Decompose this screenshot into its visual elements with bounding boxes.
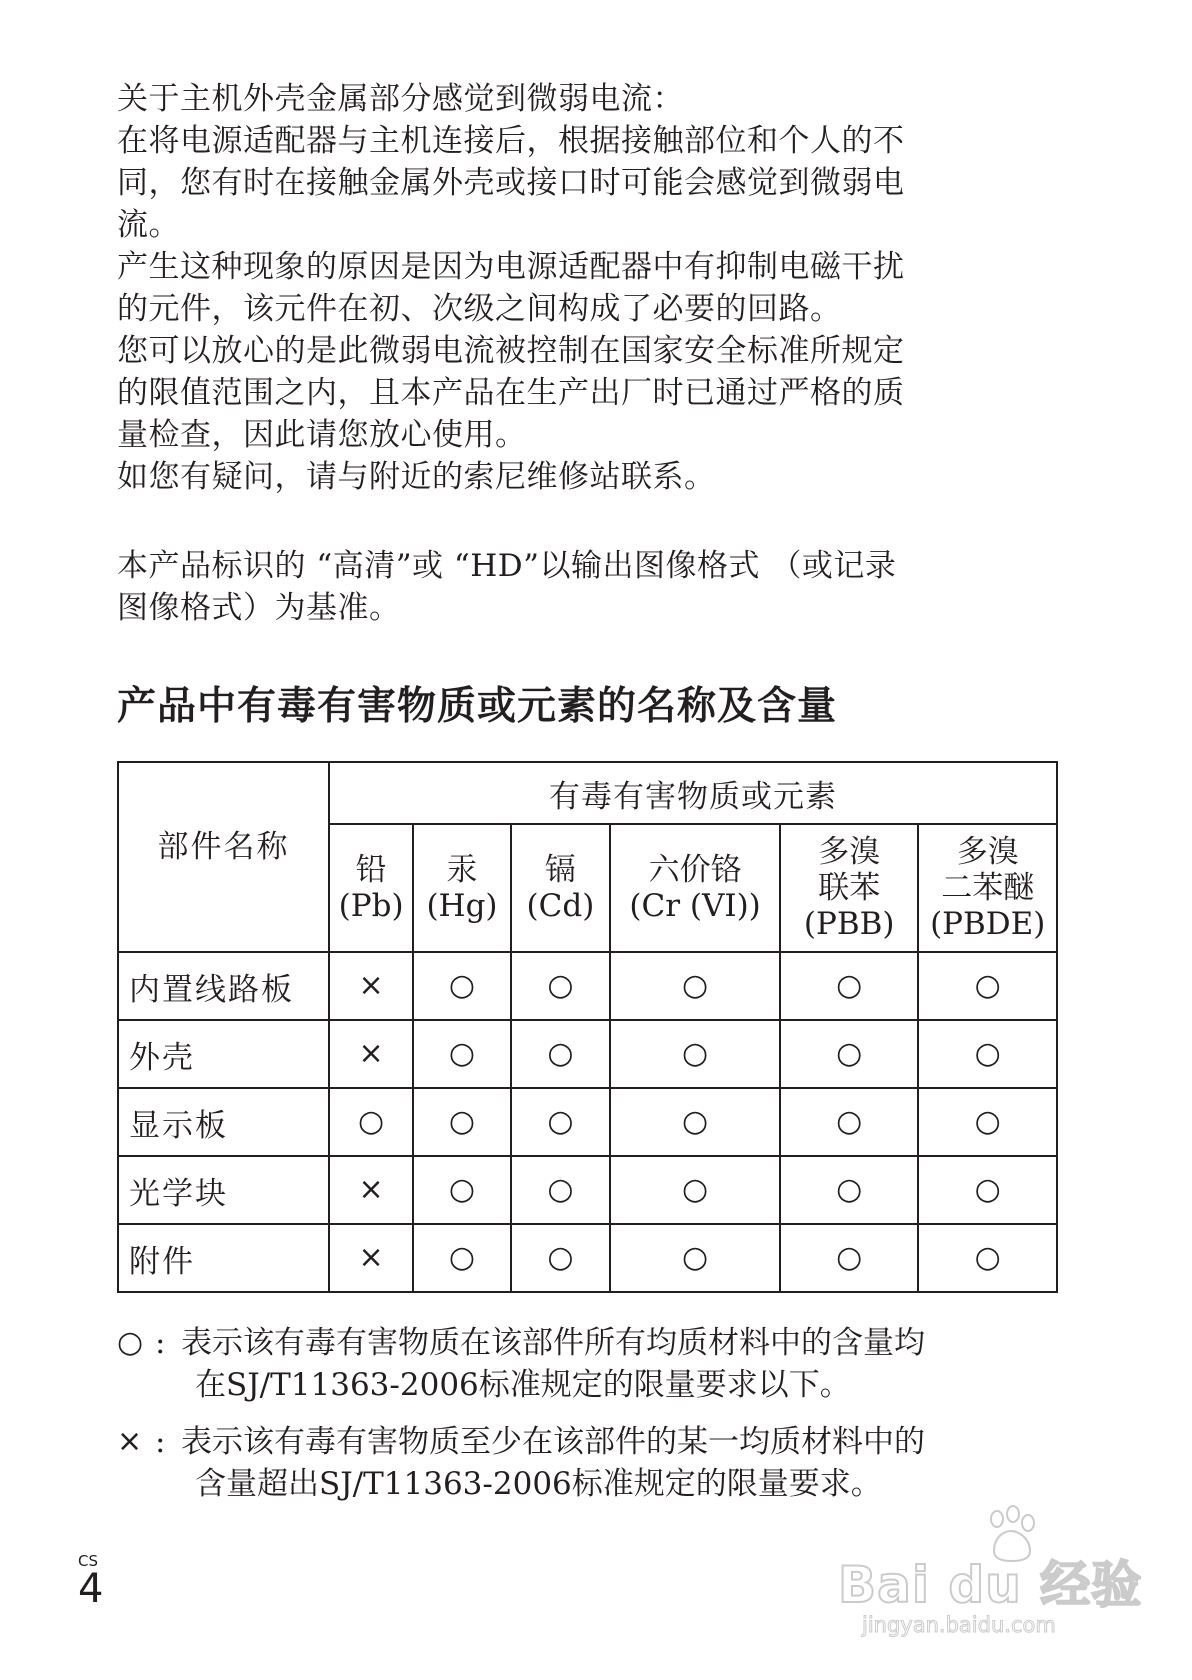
substance-header-line: (Cd) xyxy=(526,888,595,924)
legend-cross-line-2: 含量超出SJ/T11363-2006标准规定的限量要求。 xyxy=(195,1466,882,1502)
cross-mark-icon: × xyxy=(329,952,413,1020)
circle-mark-icon: ○ xyxy=(511,1224,611,1292)
circle-mark-icon: ○ xyxy=(918,1088,1057,1156)
circle-mark-icon: ○ xyxy=(780,952,918,1020)
part-name-cell: 外壳 xyxy=(118,1020,329,1088)
substance-header-line: 多溴 xyxy=(956,834,1019,870)
part-name-cell: 光学块 xyxy=(118,1156,329,1224)
substance-group-header: 有毒有害物质或元素 xyxy=(329,762,1057,824)
substance-header-line: (PBB) xyxy=(803,906,895,942)
circle-mark-icon: ○ xyxy=(780,1224,918,1292)
circle-mark-icon: ○ xyxy=(918,1020,1057,1088)
cross-mark-icon: × xyxy=(329,1156,413,1224)
circle-mark-icon: ○ xyxy=(610,1020,780,1088)
substance-header-line: (PBDE) xyxy=(930,906,1046,942)
part-name-cell: 内置线路板 xyxy=(118,952,329,1020)
language-code: CS xyxy=(78,1552,98,1570)
circle-mark-icon: ○ xyxy=(610,1088,780,1156)
substance-header xyxy=(780,824,918,952)
legend-cross-line-1: 表示该有毒有害物质至少在该部件的某一均质材料中的 xyxy=(181,1424,925,1460)
page-number: 4 xyxy=(78,1566,104,1612)
circle-mark-icon: ○ xyxy=(511,1088,611,1156)
legend-colon: : xyxy=(155,1424,166,1460)
intro-line: 关于主机外壳金属部分感觉到微弱电流： xyxy=(117,81,684,117)
part-name-cell: 附件 xyxy=(118,1224,329,1292)
table-row xyxy=(118,1020,1057,1088)
circle-mark-icon: ○ xyxy=(329,1088,413,1156)
circle-mark-icon: ○ xyxy=(413,1020,510,1088)
legend-colon: : xyxy=(155,1325,166,1361)
intro-line: 您可以放心的是此微弱电流被控制在国家安全标准所规定 xyxy=(117,333,905,369)
table-body xyxy=(118,952,1057,1292)
substance-header-line: (Pb) xyxy=(338,888,404,924)
circle-mark-icon: ○ xyxy=(780,1156,918,1224)
circle-mark-icon: ○ xyxy=(413,952,510,1020)
legend-circle-line-1: 表示该有毒有害物质在该部件所有均质材料中的含量均 xyxy=(181,1325,925,1361)
table-row xyxy=(118,1156,1057,1224)
part-name-header: 部件名称 xyxy=(118,762,329,952)
substance-header-line: (Cr (VI)) xyxy=(629,888,761,924)
intro-line: 在将电源适配器与主机连接后，根据接触部位和个人的不 xyxy=(117,123,905,159)
circle-mark-icon: ○ xyxy=(117,1325,144,1360)
part-name-cell: 显示板 xyxy=(118,1088,329,1156)
cross-mark-icon: × xyxy=(329,1224,413,1292)
substance-header-line: 镉 xyxy=(544,852,576,888)
circle-mark-icon: ○ xyxy=(610,1156,780,1224)
hd-note-paragraph xyxy=(117,545,1077,629)
substance-header xyxy=(413,824,510,952)
intro-line: 的限值范围之内，且本产品在生产出厂时已通过严格的质 xyxy=(117,375,905,411)
substance-header xyxy=(329,824,413,952)
substance-header xyxy=(610,824,780,952)
circle-mark-icon: ○ xyxy=(413,1224,510,1292)
substance-header-line: 二苯醚 xyxy=(941,870,1035,906)
cross-mark-icon: × xyxy=(117,1424,143,1459)
hd-note-line: 图像格式）为基准。 xyxy=(117,590,401,626)
intro-line: 量检查，因此请您放心使用。 xyxy=(117,417,527,453)
table-row xyxy=(118,1088,1057,1156)
table-row xyxy=(118,1224,1057,1292)
circle-mark-icon: ○ xyxy=(511,952,611,1020)
substance-header-line: 六价铬 xyxy=(648,852,742,888)
circle-mark-icon: ○ xyxy=(918,1224,1057,1292)
circle-mark-icon: ○ xyxy=(780,1088,918,1156)
substance-table xyxy=(117,761,1058,1293)
substance-header-line: 联苯 xyxy=(818,870,881,906)
circle-mark-icon: ○ xyxy=(511,1156,611,1224)
watermark-url: jingyan.baidu.com xyxy=(862,1613,1056,1637)
substance-header-line: 多溴 xyxy=(818,834,881,870)
intro-line: 如您有疑问，请与附近的索尼维修站联系。 xyxy=(117,459,716,495)
cross-mark-icon: × xyxy=(329,1020,413,1088)
baidu-watermark xyxy=(830,1505,1143,1645)
intro-paragraph xyxy=(117,78,1077,498)
circle-mark-icon: ○ xyxy=(413,1088,510,1156)
circle-mark-icon: ○ xyxy=(918,1156,1057,1224)
substance-header-line: (Hg) xyxy=(426,888,498,924)
circle-mark-icon: ○ xyxy=(610,952,780,1020)
watermark-brand: Bai du 经验 xyxy=(838,1556,1143,1614)
substance-header-line: 汞 xyxy=(446,852,478,888)
intro-line: 同，您有时在接触金属外壳或接口时可能会感觉到微弱电 xyxy=(117,165,905,201)
circle-mark-icon: ○ xyxy=(918,952,1057,1020)
substance-header xyxy=(511,824,611,952)
table-title: 产品中有毒有害物质或元素的名称及含量 xyxy=(117,684,838,729)
circle-mark-icon: ○ xyxy=(413,1156,510,1224)
table-row xyxy=(118,952,1057,1020)
substance-header xyxy=(918,824,1057,952)
substance-header-line: 铅 xyxy=(355,852,387,888)
hd-note-line: 本产品标识的 “高清”或 “HD”以输出图像格式 （或记录 xyxy=(117,548,897,584)
intro-line: 产生这种现象的原因是因为电源适配器中有抑制电磁干扰 xyxy=(117,249,905,285)
circle-mark-icon: ○ xyxy=(780,1020,918,1088)
intro-line: 的元件，该元件在初、次级之间构成了必要的回路。 xyxy=(117,291,842,327)
intro-line: 流。 xyxy=(117,207,180,243)
circle-mark-icon: ○ xyxy=(511,1020,611,1088)
circle-mark-icon: ○ xyxy=(610,1224,780,1292)
legend-circle-line-2: 在SJ/T11363-2006标准规定的限量要求以下。 xyxy=(195,1367,851,1403)
